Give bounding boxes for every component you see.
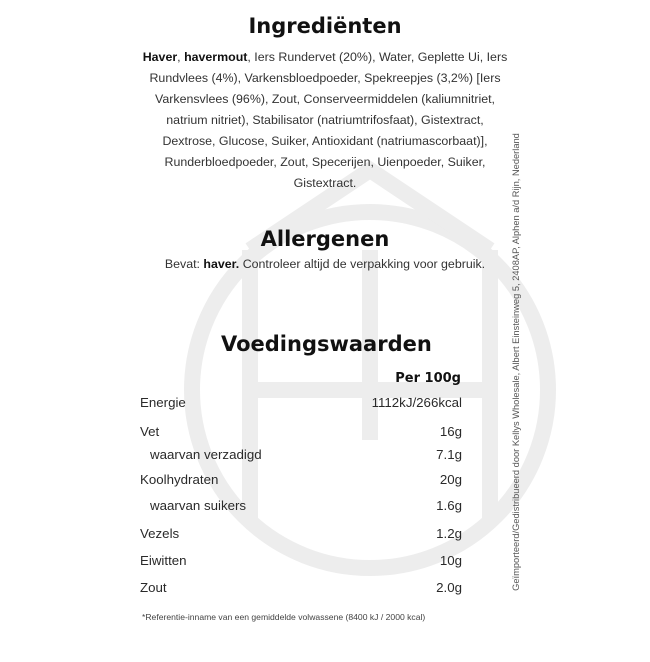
nutrition-value: 10g	[439, 553, 462, 568]
nutrition-row-vet	[140, 424, 462, 444]
nutrition-row-koolhydraten	[140, 472, 462, 492]
nutrition-label: waarvan verzadigd	[150, 447, 262, 462]
nutrition-label: Zout	[140, 580, 167, 595]
per-100g-header: Per 100g	[395, 371, 461, 386]
nutrition-row-eiwitten	[140, 553, 462, 573]
allergens-text	[0, 257, 650, 271]
nutrition-row-energie	[140, 395, 462, 415]
nutrition-row-verzadigd	[140, 447, 462, 467]
allergens-suffix: Controleer altijd de verpakking voor gebruik.	[239, 257, 486, 271]
ingredient-bold-haver: Haver	[142, 50, 178, 64]
nutrition-value: 20g	[439, 472, 462, 487]
nutrition-label: Vezels	[140, 526, 180, 541]
nutrition-label: Vet	[140, 424, 160, 439]
nutrition-row-zout	[140, 580, 462, 600]
ingredients-text	[140, 47, 510, 194]
nutrition-value: 16g	[439, 424, 462, 439]
nutrition-value: 7.1g	[436, 447, 462, 462]
nutrition-label: Koolhydraten	[140, 472, 219, 487]
allergens-title: Allergenen	[260, 227, 390, 251]
nutrition-value: 1112kJ/266kcal	[371, 395, 462, 410]
reference-intake-footnote: *Referentie-inname van een gemiddelde volwassene (8400 kJ / 2000 kcal)	[142, 612, 426, 622]
nutrition-value: 2.0g	[436, 580, 462, 595]
nutrition-title: Voedingswaarden	[221, 332, 432, 356]
nutrition-label: Eiwitten	[140, 553, 187, 568]
nutrition-value: 1.2g	[436, 526, 462, 541]
ingredient-bold-havermout: havermout	[184, 50, 248, 64]
allergens-prefix: Bevat:	[164, 257, 204, 271]
nutrition-value: 1.6g	[436, 498, 462, 513]
importer-address-text: Geïmporteerd/Gedistribueerd door Kellys Wholesale, Albert Einsteinweg 5, 2408AP, Alphen a/d Rijn, Nederland	[511, 133, 521, 591]
nutrition-row-suikers	[140, 498, 462, 518]
ingredient-separator: ,	[177, 50, 185, 64]
nutrition-label: waarvan suikers	[150, 498, 247, 513]
nutrition-label: Energie	[140, 395, 186, 410]
nutrition-row-vezels	[140, 526, 462, 546]
allergen-bold: haver.	[203, 257, 240, 271]
ingredients-title: Ingrediënten	[248, 14, 402, 38]
ingredients-rest: , Iers Rundervet (20%), Water, Geplette Ui, Iers Rundvlees (4%), Varkensbloedpoeder, Spekreepjes (3,2%) [Iers Varkensvlees (96%), Zout, Conserveermiddelen (kaliumnitriet, natrium nitriet), Stabilisator (natriumtrifosfaat), Gistextract, Dextrose, Glucose, Suiker, Antioxidant (natriumascorbaat)], Runderbloedpoeder, Zout, Specerijen, Uienpoeder, Suiker, Gistextract.	[149, 50, 508, 190]
